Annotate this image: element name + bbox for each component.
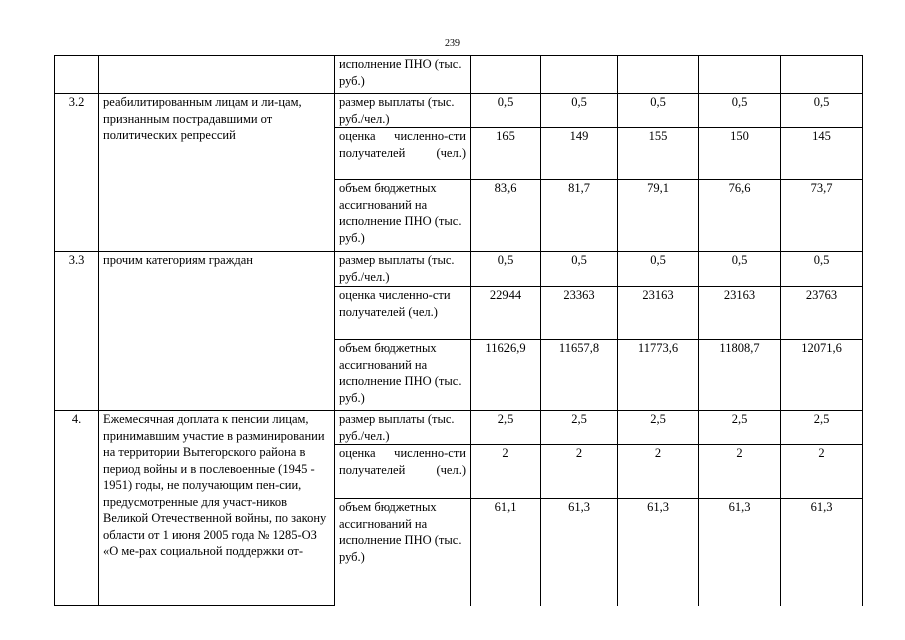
row-description-cell — [99, 56, 335, 94]
indicator-cell: объем бюджетных ассигнований на исполнение ПНО (тыс. руб.) — [335, 499, 471, 606]
indicator-cell: оценка численно-сти получателей (чел.) — [335, 128, 471, 180]
value-cell: 76,6 — [699, 180, 781, 252]
value-cell: 11773,6 — [618, 340, 699, 411]
value-cell: 11808,7 — [699, 340, 781, 411]
value-cell — [618, 56, 699, 94]
value-cell: 73,7 — [781, 180, 863, 252]
indicator-cell: размер выплаты (тыс. руб./чел.) — [335, 94, 471, 128]
value-cell: 2,5 — [781, 411, 863, 445]
value-cell: 2 — [541, 445, 618, 499]
row-number-cell — [55, 56, 99, 94]
value-cell: 0,5 — [781, 252, 863, 287]
row-number-cell: 4. — [55, 411, 99, 606]
indicator-cell: размер выплаты (тыс. руб./чел.) — [335, 411, 471, 445]
value-cell: 2,5 — [699, 411, 781, 445]
value-cell: 12071,6 — [781, 340, 863, 411]
value-cell: 0,5 — [618, 94, 699, 128]
value-cell: 2 — [781, 445, 863, 499]
indicator-cell: исполнение ПНО (тыс. руб.) — [335, 56, 471, 94]
value-cell: 83,6 — [471, 180, 541, 252]
indicator-cell: объем бюджетных ассигнований на исполнение ПНО (тыс. руб.) — [335, 340, 471, 411]
value-cell: 23163 — [618, 287, 699, 340]
value-cell: 23363 — [541, 287, 618, 340]
row-number-cell: 3.3 — [55, 252, 99, 411]
value-cell — [541, 56, 618, 94]
table-row — [55, 56, 863, 94]
value-cell — [699, 56, 781, 94]
value-cell: 150 — [699, 128, 781, 180]
value-cell: 79,1 — [618, 180, 699, 252]
value-cell: 0,5 — [618, 252, 699, 287]
value-cell: 61,3 — [618, 499, 699, 606]
indicator-cell: оценка численно-сти получателей (чел.) — [335, 445, 471, 499]
table-row — [55, 94, 863, 128]
value-cell: 23763 — [781, 287, 863, 340]
budget-table — [54, 55, 863, 606]
value-cell: 61,3 — [781, 499, 863, 606]
value-cell: 145 — [781, 128, 863, 180]
value-cell: 2,5 — [471, 411, 541, 445]
value-cell: 0,5 — [541, 94, 618, 128]
table-row — [55, 411, 863, 445]
value-cell: 2 — [471, 445, 541, 499]
value-cell: 0,5 — [781, 94, 863, 128]
value-cell — [471, 56, 541, 94]
value-cell: 81,7 — [541, 180, 618, 252]
value-cell: 0,5 — [471, 252, 541, 287]
page-number: 239 — [445, 38, 460, 49]
value-cell: 0,5 — [699, 94, 781, 128]
row-description-cell: Ежемесячная доплата к пенсии лицам, принимавшим участие в разминировании на территории Вытегорского района в период войны и в послевоенные (1945 - 1951) годы, не получающим пен-сии, предусмотренные для участ-ников Великой Отечественной войны, по закону области от 1 июня 2005 года № 1285-ОЗ «О ме-рах социальной поддержки от- — [99, 411, 335, 606]
indicator-cell: размер выплаты (тыс. руб./чел.) — [335, 252, 471, 287]
row-number-cell: 3.2 — [55, 94, 99, 252]
value-cell: 149 — [541, 128, 618, 180]
value-cell: 11657,8 — [541, 340, 618, 411]
value-cell: 22944 — [471, 287, 541, 340]
value-cell: 0,5 — [541, 252, 618, 287]
row-description-cell: прочим категориям граждан — [99, 252, 335, 411]
value-cell: 61,3 — [699, 499, 781, 606]
value-cell: 2 — [699, 445, 781, 499]
value-cell: 155 — [618, 128, 699, 180]
value-cell: 165 — [471, 128, 541, 180]
value-cell — [781, 56, 863, 94]
value-cell: 23163 — [699, 287, 781, 340]
indicator-cell: объем бюджетных ассигнований на исполнение ПНО (тыс. руб.) — [335, 180, 471, 252]
indicator-cell: оценка численно-сти получателей (чел.) — [335, 287, 471, 340]
value-cell: 0,5 — [471, 94, 541, 128]
table-row — [55, 252, 863, 287]
value-cell: 11626,9 — [471, 340, 541, 411]
value-cell: 61,1 — [471, 499, 541, 606]
value-cell: 2,5 — [541, 411, 618, 445]
value-cell: 0,5 — [699, 252, 781, 287]
value-cell: 61,3 — [541, 499, 618, 606]
value-cell: 2 — [618, 445, 699, 499]
row-description-cell: реабилитированным лицам и ли-цам, признанным пострадавшими от политических репрессий — [99, 94, 335, 252]
value-cell: 2,5 — [618, 411, 699, 445]
